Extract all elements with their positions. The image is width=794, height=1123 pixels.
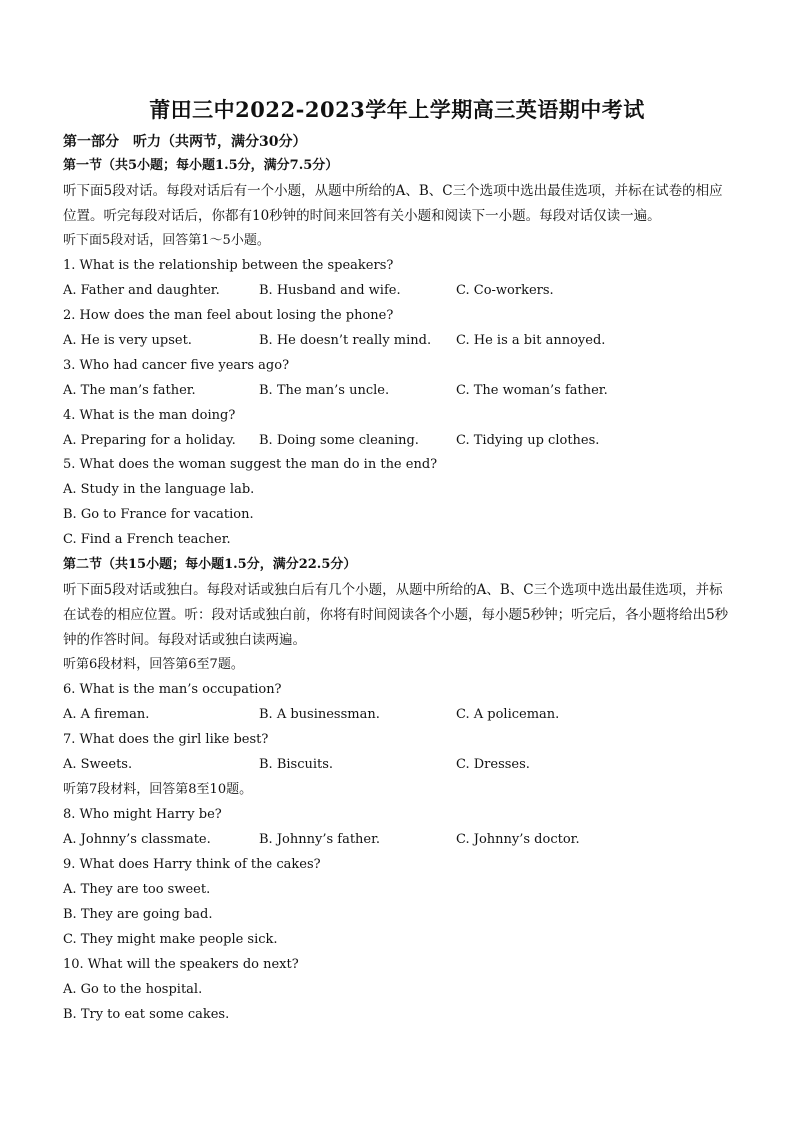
q10-stem: 10. What will the speakers do next? [63, 957, 299, 972]
q3-stem: 3. Who had cancer five years ago? [63, 358, 290, 373]
q1-option-c: C. Co-workers. [456, 283, 554, 298]
q6-stem: 6. What is the man’s occupation? [63, 682, 282, 697]
q7-stem: 7. What does the girl like best? [63, 732, 269, 747]
exam-title: 莆田三中2022-2023学年上学期高三英语期中考试 [149, 97, 645, 122]
q10-option-b: B. Try to eat some cakes. [63, 1007, 230, 1022]
q7-option-c: C. Dresses. [456, 757, 530, 772]
section2-heading: 第二节（共15小题；每小题1.5分，满分22.5分） [63, 557, 357, 572]
section1-heading: 第一节（共5小题；每小题1.5分，满分7.5分） [63, 158, 339, 173]
q4-option-c: C. Tidying up clothes. [456, 433, 600, 448]
q6-option-a: A. A fireman. [63, 707, 150, 722]
q2-stem: 2. How does the man feel about losing the phone? [63, 308, 394, 323]
q7-option-a: A. Sweets. [63, 757, 133, 772]
q5-option-b: B. Go to France for vacation. [63, 507, 254, 522]
q2-option-c: C. He is a bit annoyed. [456, 333, 606, 348]
q10-option-a: A. Go to the hospital. [63, 982, 203, 997]
section2-instructions: 听下面5段对话或独白。每段对话或独白后有几个小题，从题中所给的A、B、C三个选项中选出最佳选项，并标在试卷的相应位置。听：段对话或独白前，你将有时间阅读各个小题，每小题5秒钟；听完后，各小题将给出5秒钟的作答时间。每段对话或独白读两遍。 [63, 582, 729, 648]
q8-option-b: B. Johnny’s father. [259, 832, 381, 847]
q8-stem: 8. Who might Harry be? [63, 807, 222, 822]
section2-lead-6: 听第6段材料，回答第6至7题。 [63, 657, 244, 672]
section1-lead: 听下面5段对话，回答第1～5小题。 [63, 233, 270, 248]
q5-option-a: A. Study in the language lab. [63, 482, 255, 497]
q7-option-b: B. Biscuits. [259, 757, 334, 772]
q8-option-a: A. Johnny’s classmate. [63, 832, 211, 847]
q9-option-a: A. They are too sweet. [63, 882, 211, 897]
section2-lead-7: 听第7段材料，回答第8至10题。 [63, 782, 253, 797]
q5-option-c: C. Find a French teacher. [63, 532, 231, 547]
q4-stem: 4. What is the man doing? [63, 408, 236, 423]
q1-stem: 1. What is the relationship between the speakers? [63, 258, 394, 273]
q2-option-b: B. He doesn’t really mind. [259, 333, 432, 348]
q9-option-c: C. They might make people sick. [63, 932, 278, 947]
q9-stem: 9. What does Harry think of the cakes? [63, 857, 321, 872]
q6-option-b: B. A businessman. [259, 707, 380, 722]
q1-option-a: A. Father and daughter. [63, 283, 220, 298]
q3-option-b: B. The man’s uncle. [259, 383, 390, 398]
q3-option-a: A. The man’s father. [63, 383, 196, 398]
q2-option-a: A. He is very upset. [63, 333, 192, 348]
q6-option-c: C. A policeman. [456, 707, 560, 722]
q8-option-c: C. Johnny’s doctor. [456, 832, 580, 847]
q1-option-b: B. Husband and wife. [259, 283, 401, 298]
q9-option-b: B. They are going bad. [63, 907, 213, 922]
section1-instructions: 听下面5段对话。每段对话后有一个小题，从题中所给的A、B、C三个选项中选出最佳选项，并标在试卷的相应位置。听完每段对话后，你都有10秒钟的时间来回答有关小题和阅读下一小题。每段对话仅读一遍。 [63, 183, 723, 224]
q5-stem: 5. What does the woman suggest the man do in the end? [63, 457, 438, 472]
part1-heading: 第一部分 听力（共两节，满分30分） [63, 134, 307, 150]
q3-option-c: C. The woman’s father. [456, 383, 608, 398]
q4-option-b: B. Doing some cleaning. [259, 433, 419, 448]
q4-option-a: A. Preparing for a holiday. [63, 433, 236, 448]
